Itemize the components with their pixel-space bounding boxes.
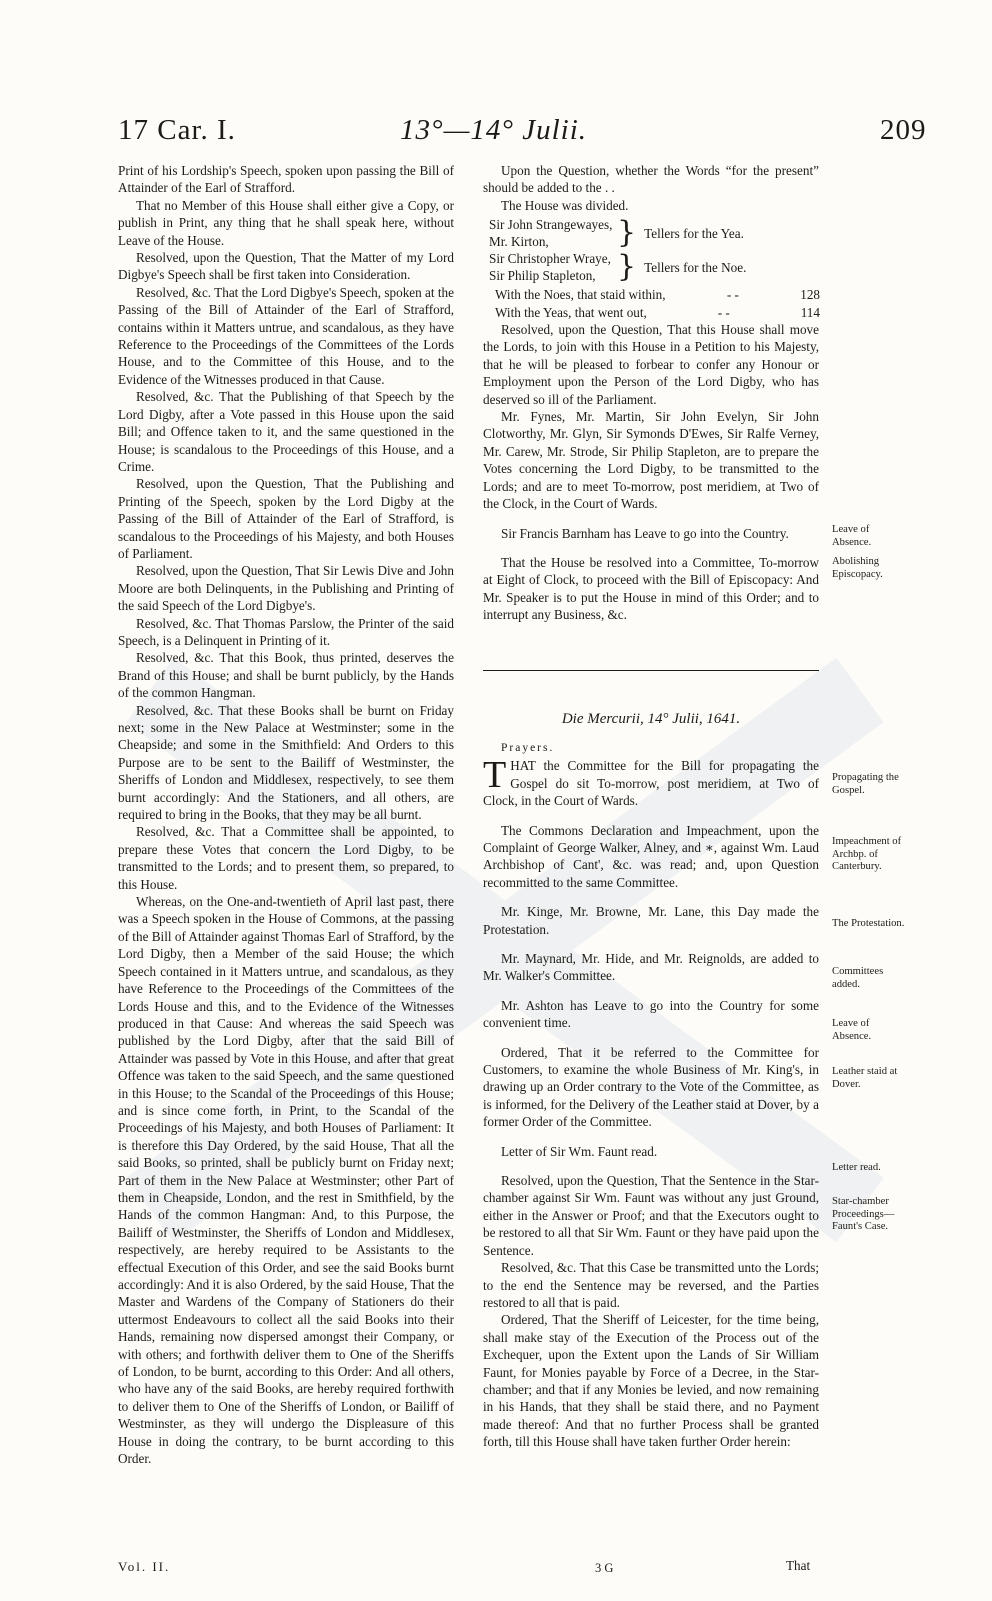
paragraph: Resolved, &c. That this Case be transmitted unto the Lords; to the end the Sentence may be reversed, and the Parties restored to all that is paid. [483, 1260, 819, 1310]
margin-note-star-chamber: Star-chamber Proceedings—Faunt's Case. [832, 1196, 895, 1233]
paragraph-letter: Letter of Sir Wm. Faunt read. [501, 1143, 658, 1159]
paragraph: Resolved, &c. That Thomas Parslow, the Printer of the said Speech, is a Delinquent in Printing of it. [118, 615, 454, 648]
margin-note-committees: Committees added. [832, 966, 884, 990]
paragraph-leave: Sir Francis Barnham has Leave to go into the Country. [501, 525, 789, 541]
teller-name: Sir Philip Stapleton, [489, 268, 596, 284]
brace-glyph: } [617, 215, 637, 251]
tellers-block [489, 216, 819, 284]
paragraph-episcopacy: That the House be resolved into a Committee, To-morrow at Eight of Clock, to proceed with the Bill of Episcopacy: And Mr. Speaker is to put the House in mind of this Order; and to interrupt any Business, &c. [483, 554, 819, 623]
drop-cap: T [483, 754, 507, 797]
margin-note-protestation: The Protestation. [832, 918, 905, 929]
margin-note-leather: Leather staid at Dover. [832, 1066, 898, 1090]
noes-count-row [495, 286, 820, 303]
paragraph: Ordered, That the Sheriff of Leicester, for the time being, shall make stay of the Execution of the Process out of the Exchequer, upon the Extent upon the Lands of Sir William Faunt, for Monies payable by Force of a Decree, in the Star-chamber; and that if any Monies be levied, and now remaining in his Hands, that they shall be staid there, and no Payment made thereof: And that no further Process shall be granted forth, till this House shall have taken further Order herein: [483, 1312, 819, 1450]
count-dash: - - [717, 304, 730, 320]
paragraph: Resolved, &c. That the Lord Digbye's Speech, spoken at the Passing of the Bill of Attainder of the Earl of Strafford, contains within it Matters untrue, and scandalous, as they have Reference to the Proceedings of the Committees of the Lords House, and to the Committee of this House, and to the Evidence of the Witnesses produced in that Cause. [118, 284, 454, 387]
paragraph: Whereas, on the One-and-twentieth of April last past, there was a Speech spoken in the House of Commons, at the passing of the Bill of Attainder against Thomas Earl of Strafford, by the Lord Digby, then a Member of the said House; the which Speech contained in it Matters untrue, and scandalous, as they have Reference to the Proceedings of the Committees of the Lords House and this, and to the Evidence of the Witnesses produced in that Cause: And whereas the said Speech was published by the Lord Digby, after that the said Bill of Attainder was passed by Vote in this House, and after that great Offence was taken to the said Speech, and the same questioned in this House; to the Scandal of the Proceedings of this House; and is since come forth, in Print, to the Scandal of the Proceedings of his Majesty, and both Houses of Parliament: It is therefore this Day Ordered, by the said House, That all the said Books, so printed, shall be publicly burnt on Friday next; Part of them in the New Palace at Westminster; other Part of them in Cheapside, London, and the rest in Smithfield, by the Hands of the common Hangman: And, to this Purpose, the Bailiff of Westminster, the Sheriffs of London and Middlesex, respectively, are hereby required to be Assistants to the effectual Execution of this Order, and see the said Books burnt accordingly: And it is also Ordered, by the said House, That the Master and Wardens of the Company of Stationers do their uttermost Endeavours to collect all the said Books into their Hands, remaining now dispersed amongst their Company, or with others; and forthwith deliver them to One of the Sheriffs of London, to be burnt, according to this Order: And all others, who have any of the said Books, are hereby required forthwith to deliver them to One of the Sheriffs of London, or Bailiff of Westminster, as they will undergo the Displeasure of this House in doing the contrary, to be burnt according to this Order. [118, 894, 454, 1467]
yeas-count-row [495, 304, 820, 321]
paragraph-ashton: Mr. Ashton has Leave to go into the Country for some convenient time. [483, 997, 819, 1031]
volume-mark: Vol. II. [118, 1559, 171, 1574]
paragraph-protestation: Mr. Kinge, Mr. Browne, Mr. Lane, this Day made the Protestation. [483, 904, 819, 937]
paragraph-leather: Ordered, That it be referred to the Committee for Customers, to examine the whole Business of Mr. King's, in drawing up an Order contrary to the Vote of the Committee, as is informed, for the Delivery of the Leather staid at Dover, by a former Order of the Committee. [483, 1044, 819, 1130]
gospel-text: HAT the Committee for the Bill for propagating the Gospel do sit To-morrow, post meridiem, at Two of Clock, in the Court of Wards. [483, 758, 819, 809]
tellers-yea [489, 216, 819, 250]
margin-note-propagating: Propagating the Gospel. [832, 772, 899, 796]
count-dash: - - [726, 287, 739, 303]
page-number: 209 [880, 114, 927, 146]
paragraph: That no Member of this House shall either give a Copy, or publish in Print, any thing that he shall speak here, without Leave of the House. [118, 197, 454, 248]
paragraph: Resolved, &c. That a Committee shall be appointed, to prepare these Votes that concern the Lord Digby, to be transmitted to the Lords; and to present them, so prepared, to this House. [118, 824, 454, 892]
division-counts [495, 286, 819, 321]
margin-note-leave-2: Leave of Absence. [832, 1018, 872, 1042]
question-paragraph: Upon the Question, whether the Words “for the present” should be added to the . . [483, 163, 819, 196]
margin-note-impeachment: Impeachment of Archbp. of Canterbury. [832, 836, 902, 873]
teller-label: Tellers for the Noe. [644, 259, 747, 275]
margin-note-leave: Leave of Absence. [832, 524, 872, 548]
catchword: That [786, 1558, 811, 1573]
count-value: 128 [800, 287, 820, 303]
count-value: 114 [800, 304, 820, 320]
paragraph-impeachment: The Commons Declaration and Impeachment, upon the Complaint of George Walker, Alney, and ∗, against Wm. Laud Archbishop of Cant', &c. was read; and, upon Question recommitted to the same Committee. [483, 822, 819, 890]
tellers-noe [489, 250, 819, 284]
signature-mark: 3 G [595, 1561, 614, 1575]
brace-glyph: } [617, 249, 637, 285]
teller-name: Sir John Strangewayes, [489, 217, 613, 233]
paragraph: Resolved, upon the Question, That the Matter of my Lord Digbye's Speech shall be first taken into Consideration. [118, 250, 454, 283]
margin-note-letter: Letter read. [832, 1162, 881, 1173]
teller-label: Tellers for the Yea. [644, 225, 744, 241]
paragraph: Resolved, &c. That this Book, thus printed, deserves the Brand of this House; and shall be burnt publicly, by the Hands of the common Hangman. [118, 650, 454, 701]
division-note: The House was divided. [501, 197, 629, 213]
count-label: With the Noes, that staid within, [495, 287, 666, 303]
paragraph: Resolved, upon the Question, That Sir Lewis Dive and John Moore are both Delinquents, in the Publishing and Printing of the said Speech of the Lord Digbye's. [118, 563, 454, 614]
paragraph: Resolved, upon the Question, That this House shall move the Lords, to join with this House in a Petition to his Majesty, that he will be pleased to forbear to confer any Honour or Employment upon the Person of the Lord Digby, who has deserved so ill of the Parliament. [483, 322, 819, 407]
running-head-date: 13°—14° Julii. [400, 114, 588, 146]
paragraph: Mr. Fynes, Mr. Martin, Sir John Evelyn, Sir John Clotworthy, Mr. Glyn, Sir Symonds D'Ewes, Sir Ralfe Verney, Mr. Carew, Mr. Strode, Sir Philip Stapleton, are to prepare the Votes concerning the Lord Digby, to be transmitted to the Lords; and are to meet To-morrow, post meridiem, at Two of the Clock, in the Court of Wards. [483, 409, 819, 512]
teller-name: Sir Christopher Wraye, [489, 251, 611, 267]
paragraph-committees: Mr. Maynard, Mr. Hide, and Mr. Reignolds, are added to Mr. Walker's Committee. [483, 951, 819, 984]
paragraph-gospel [483, 754, 819, 809]
date-heading: Die Mercurii, 14° Julii, 1641. [561, 710, 741, 727]
prayers-heading: Prayers. [501, 741, 555, 754]
paragraph: Resolved, &c. That these Books shall be burnt on Friday next; some in the New Palace at Westminster; some in the Cheapside; and some in the Smithfield: And Orders to this Purpose are to be sent to the Bailiff of Westminster, the Sheriffs of London and Middlesex, respectively, to see them burnt accordingly: And the Stationers, and all others, are required to bring in the Books, that they may be all burnt. [118, 702, 454, 823]
paragraph: Resolved, &c. That the Publishing of that Speech by the Lord Digby, after a Vote passed in this House upon the said Bill; and Offence taken to it, and the same questioned in the House; is scandalous to the Proceedings of this House, and a Crime. [118, 389, 454, 474]
running-head-regnal-year: 17 Car. I. [118, 114, 236, 146]
right-column [483, 162, 819, 1451]
section-divider [483, 670, 819, 671]
count-label: With the Yeas, that went out, [495, 304, 647, 320]
paragraph-faunt: Resolved, upon the Question, That the Sentence in the Star-chamber against Sir Wm. Faunt was without any just Ground, either in the Answer or Proof; and that the Executors ought to be restored to all that Sir Wm. Faunt or they have paid upon the Sentence. [483, 1173, 819, 1258]
teller-name: Mr. Kirton, [489, 234, 549, 250]
margin-note-abolishing: Abolishing Episcopacy. [832, 556, 883, 580]
paragraph: Resolved, upon the Question, That the Publishing and Printing of the Speech, spoken by the Lord Digby at the Passing of the Bill of Attainder of the Earl of Strafford, is scandalous to the Proceedings of his Majesty, and both Houses of Parliament. [118, 476, 454, 561]
paragraph: Print of his Lordship's Speech, spoken upon passing the Bill of Attainder of the Earl of Strafford. [118, 163, 454, 196]
left-column [118, 162, 454, 1467]
